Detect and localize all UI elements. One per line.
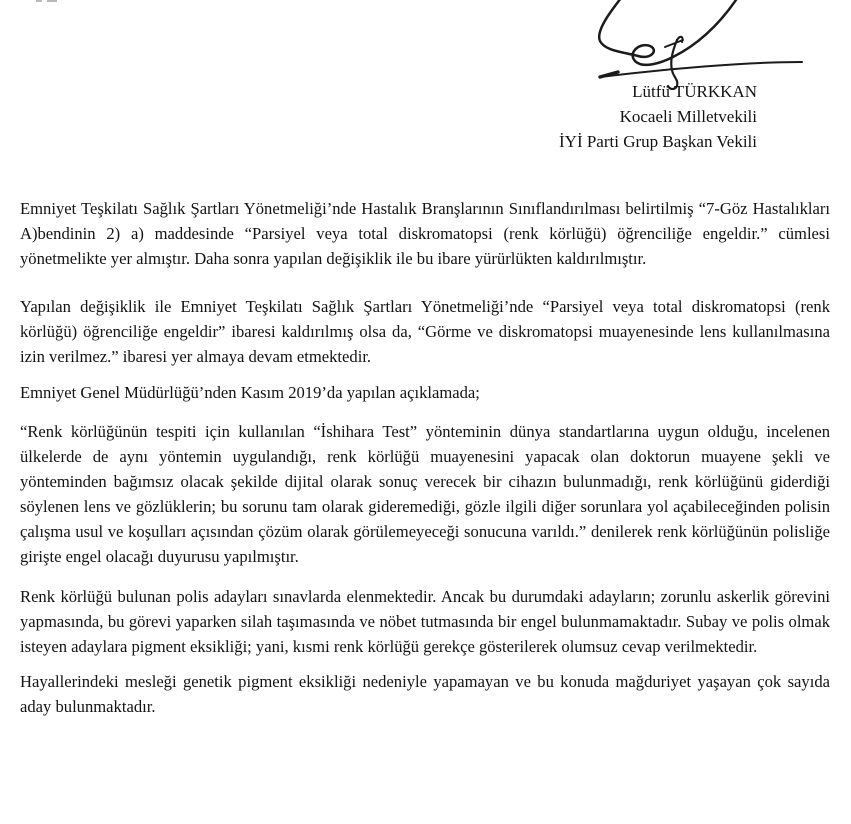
paragraph-victims: Hayallerindeki mesleği genetik pigment eksikliği nedeniyle yapamayan ve bu konuda mağduriyet yaşayan çok sayıda aday bulunmaktadır. bbox=[20, 672, 830, 716]
document-body bbox=[20, 196, 830, 719]
paragraph-current-regulation: Yapılan değişiklik ile Emniyet Teşkilatı Sağlık Şartları Yönetmeliği’nde “Parsiyel veya total diskromatopsi (renk körlüğü) öğrenciliğe engeldir” ibaresi kaldırılmış olsa da, “Görme ve diskromatopsi muayenesinde lens kullanılmasına izin verilmez.” ibaresi yer almaya devam etmektedir. bbox=[20, 297, 830, 366]
signatory-title: Kocaeli Milletvekili bbox=[619, 107, 757, 126]
paragraph-egm-statement-quote: “Renk körlüğünün tespiti için kullanılan “İshihara Test” yönteminin dünya standartlarına uygun olduğu, incelenen ülkelerde de aynı yöntemin uygulandığı, renk körlüğü muayenesini yapacak olan doktorun muayene şekli ve yönteminden bağımsız olacak şekilde dijital olarak sonuç verecek bir cihazın bulunmadığı, renk körlüğünü giderdiği söylenen lens ve gözlüklerin; bu sorunu tam olarak gideremediği, gözle ilgili diğer sorunlara yol açabileceğinden polisin çalışma usul ve koşulları açısından çözüm olarak görülemeyeceği sonucuna varıldı.” denilerek renk körlüğünün polisliğe girişte engel olacağı duyurusu yapılmıştır. bbox=[20, 422, 830, 566]
paragraph-candidates-eliminated: Renk körlüğü bulunan polis adayları sınavlarda elenmektedir. Ancak bu durumdaki adayların; zorunlu askerlik görevini yapmasında, bu görevi yaparken silah taşımasında ve nöbet tutmasında bir engel bulunmamaktadır. Subay ve polis olmak isteyen adaylara pigment eksikliği; yani, kısmi renk körlüğü gerekçe gösterilerek olumsuz cevap verilmektedir. bbox=[20, 587, 830, 656]
signature-block bbox=[559, 79, 757, 154]
cutoff-text-artifact bbox=[36, 0, 62, 3]
paragraph-egm-statement-intro: Emniyet Genel Müdürlüğü’nden Kasım 2019’da yapılan açıklamada; bbox=[20, 383, 480, 402]
signatory-name: Lütfü TÜRKKAN bbox=[632, 82, 757, 101]
paragraph-regulation-history: Emniyet Teşkilatı Sağlık Şartları Yönetmeliği’nde Hastalık Branşlarının Sınıflandırılması belirtilmiş “7-Göz Hastalıkları A)bendinin 2) a) maddesinde “Parsiyel veya total diskromatopsi (renk körlüğü) öğrenciliğe engeldir.” cümlesi yönetmelikte yer almıştır. Daha sonra yapılan değişiklik ile bu ibare yürürlükten kaldırılmıştır. bbox=[20, 199, 830, 268]
signatory-role: İYİ Parti Grup Başkan Vekili bbox=[559, 132, 757, 151]
signature-area bbox=[540, 0, 851, 165]
